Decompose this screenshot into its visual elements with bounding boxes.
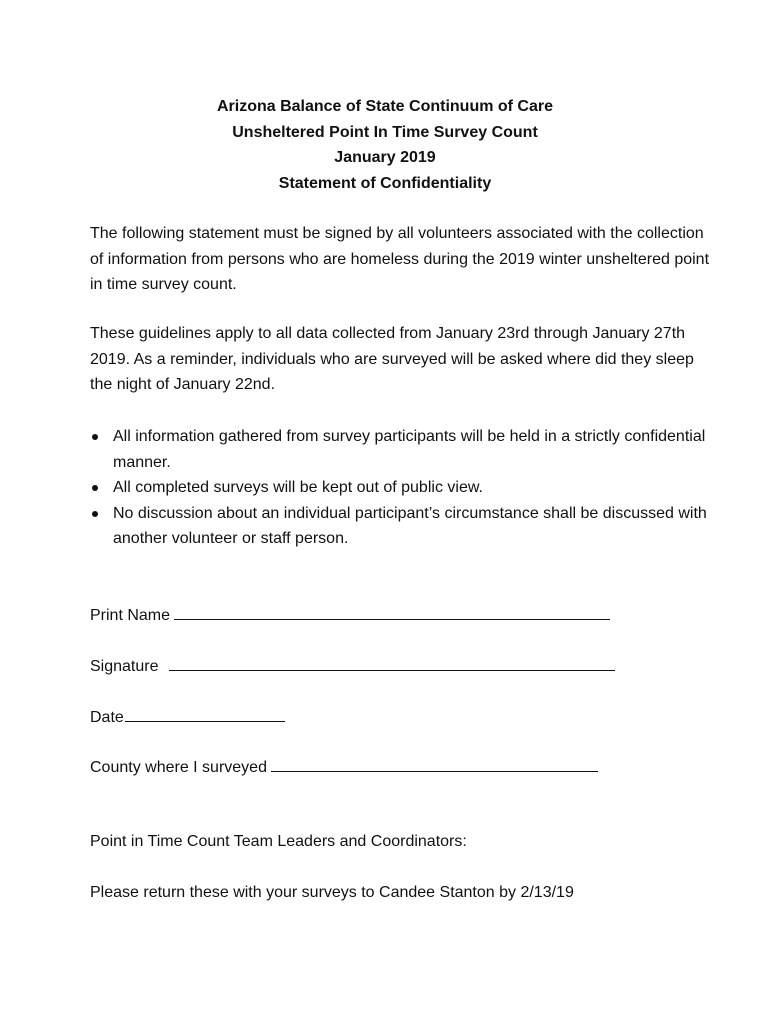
county-field: [90, 755, 598, 781]
date-field: [90, 705, 285, 731]
confidentiality-rules-list: [90, 424, 710, 552]
county-label: County where I surveyed: [90, 759, 267, 776]
list-item: [90, 424, 710, 475]
signature-label: Signature: [90, 658, 159, 675]
leaders-note: Point in Time Count Team Leaders and Coordinators:: [90, 833, 467, 850]
date-line[interactable]: [125, 707, 285, 722]
list-item-text: All information gathered from survey participants will be held in a strictly confidential manner.: [113, 428, 706, 471]
guidelines-paragraph: These guidelines apply to all data collected from January 23rd through January 27th 2019. As a reminder, individuals who are surveyed will be asked where did they sleep the night of January 22nd.: [90, 325, 694, 393]
bullet-icon: [92, 511, 98, 517]
bullet-icon: [92, 434, 98, 440]
signature-line[interactable]: [169, 656, 615, 671]
print-name-label: Print Name: [90, 607, 171, 624]
document-heading: [0, 94, 770, 196]
print-name-line[interactable]: [174, 605, 610, 620]
county-line[interactable]: [271, 757, 598, 772]
return-instructions: Please return these with your surveys to Candee Stanton by 2/13/19: [90, 884, 574, 901]
list-item-text: No discussion about an individual participant’s circumstance shall be discussed with another volunteer or staff person.: [113, 504, 707, 547]
signature-field: [90, 654, 615, 680]
intro-paragraph: The following statement must be signed by all volunteers associated with the collection of information from persons who are homeless during the 2019 winter unsheltered point in time survey count.: [90, 225, 710, 293]
list-item-text: All completed surveys will be kept out of public view.: [113, 479, 483, 496]
date-label: Date: [90, 709, 124, 726]
heading-line-survey: Unsheltered Point In Time Survey Count: [232, 123, 538, 141]
heading-line-title: Statement of Confidentiality: [278, 174, 492, 192]
list-item: [90, 475, 710, 501]
heading-line-organization: Arizona Balance of State Continuum of Care: [216, 98, 554, 115]
heading-line-date: January 2019: [334, 149, 436, 166]
print-name-field: [90, 603, 610, 629]
list-item: [90, 501, 710, 552]
bullet-icon: [92, 485, 98, 491]
